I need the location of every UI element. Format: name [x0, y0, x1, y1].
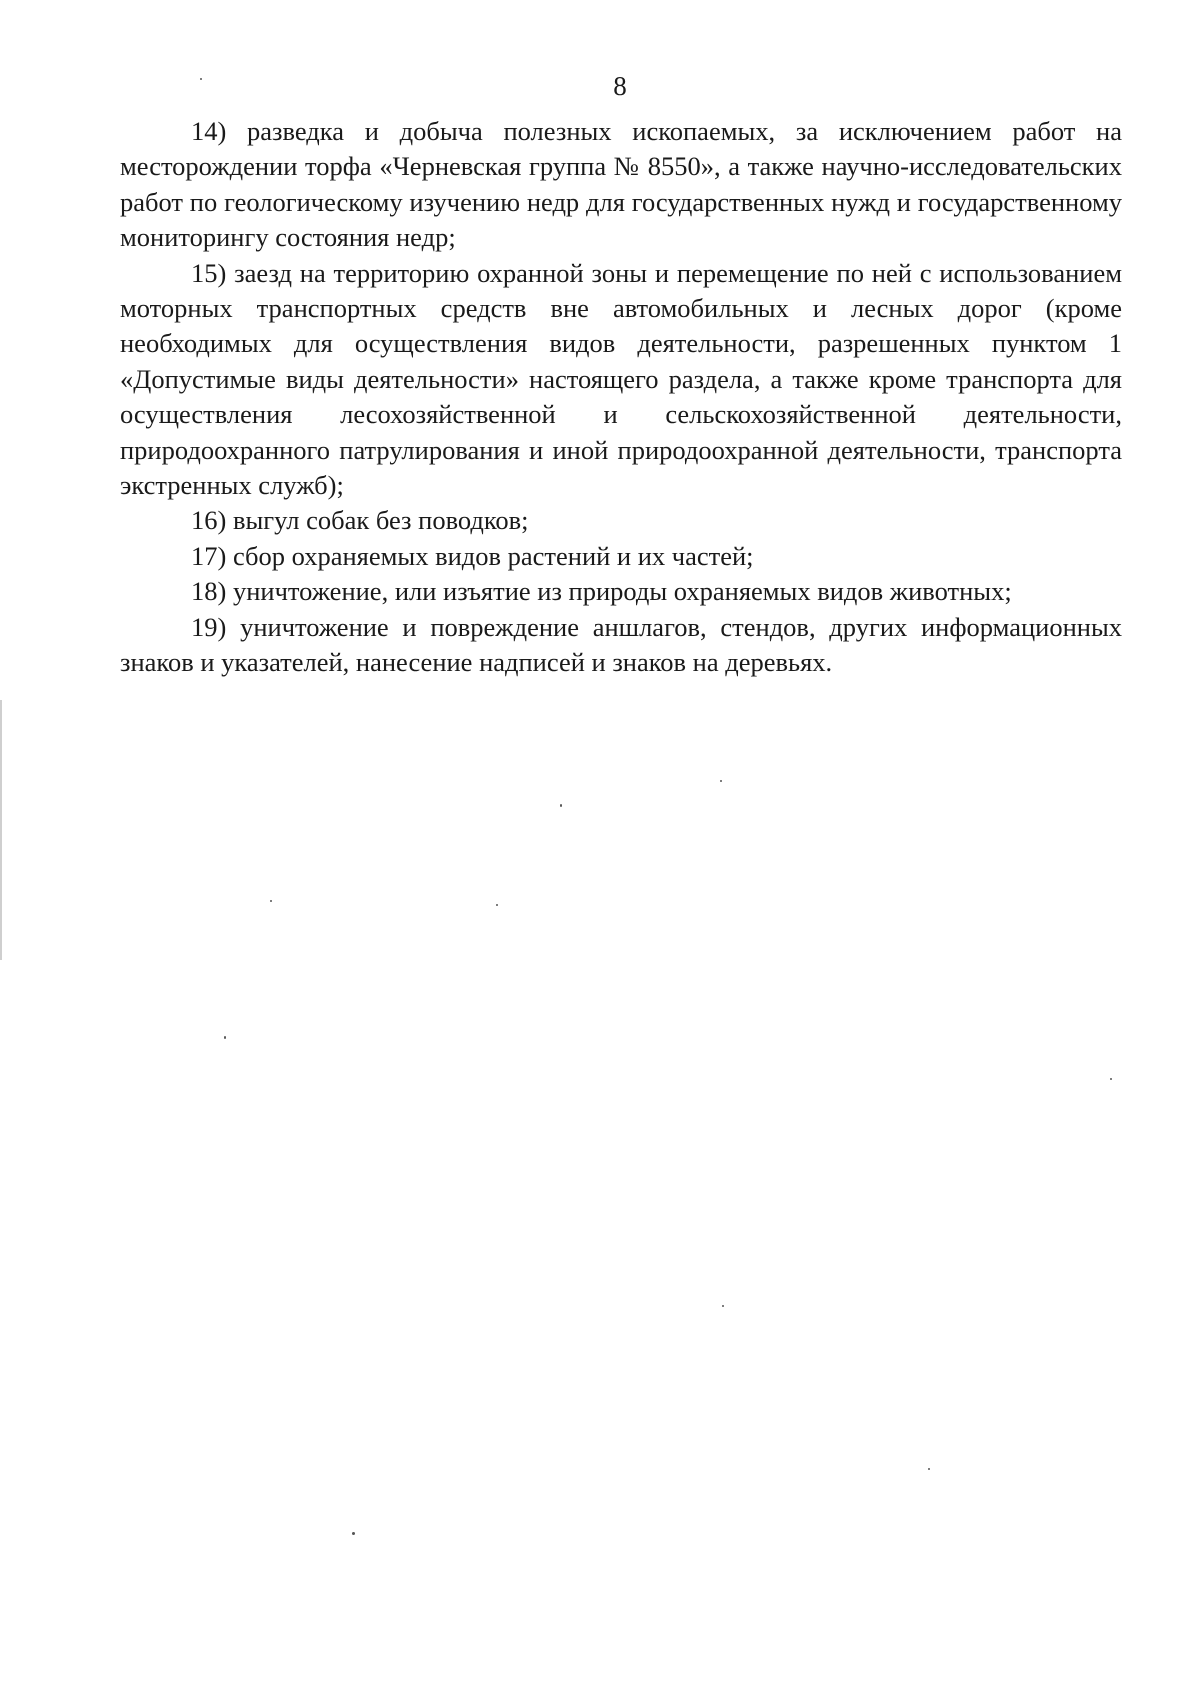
- scan-speck: [224, 1036, 226, 1039]
- item-number: 17): [191, 540, 227, 571]
- item-number: 19): [191, 611, 227, 642]
- scan-speck: [270, 900, 272, 902]
- scan-speck: [720, 780, 722, 782]
- scan-speck: [928, 1468, 930, 1470]
- item-text: сбор охраняемых видов растений и их частей;: [232, 540, 754, 571]
- item-text: разведка и добыча полезных ископаемых, за исключением работ на месторождении торфа «Черневская группа № 8550», а также научно-исследовательских работ по геологическому изучению недр для государственных нужд и государственному мониторингу состояния недр;: [120, 116, 1122, 253]
- list-item-15: [120, 256, 1122, 504]
- list-item-16: [120, 503, 1122, 538]
- list-item-18: [120, 574, 1122, 609]
- scan-speck: [352, 1532, 355, 1535]
- item-text: заезд на территорию охранной зоны и перемещение по ней с использованием моторных транспортных средств вне автомобильных и лесных дорог (кроме необходимых для осуществления видов деятельности, разрешенных пунктом 1 «Допустимые виды деятельности» настоящего раздела, а также кроме транспорта для осуществления лесохозяйственной и сельскохозяйственной деятельности, природоохранного патрулирования и иной природоохранной деятельности, транспорта экстренных служб);: [120, 257, 1122, 501]
- list-item-14: [120, 114, 1122, 256]
- list-item-19: [120, 610, 1122, 681]
- item-text: выгул собак без поводков;: [232, 505, 529, 536]
- scan-speck: [496, 904, 498, 906]
- list-item-17: [120, 539, 1122, 574]
- item-number: 18): [191, 576, 227, 607]
- item-number: 16): [191, 505, 227, 536]
- page-number: 8: [613, 71, 627, 101]
- document-body: [120, 114, 1122, 681]
- scan-speck: [200, 78, 202, 80]
- scan-edge-line: [0, 700, 2, 960]
- item-number: 14): [191, 116, 227, 146]
- item-number: 15): [191, 257, 227, 288]
- scan-speck: [560, 804, 562, 807]
- item-text: уничтожение и повреждение аншлагов, стендов, других информационных знаков и указателей, нанесение надписей и знаков на деревьях.: [120, 611, 1123, 678]
- item-text: уничтожение, или изъятие из природы охраняемых видов животных;: [232, 576, 1012, 607]
- scan-speck: [722, 1305, 724, 1307]
- scan-speck: [1110, 1078, 1112, 1080]
